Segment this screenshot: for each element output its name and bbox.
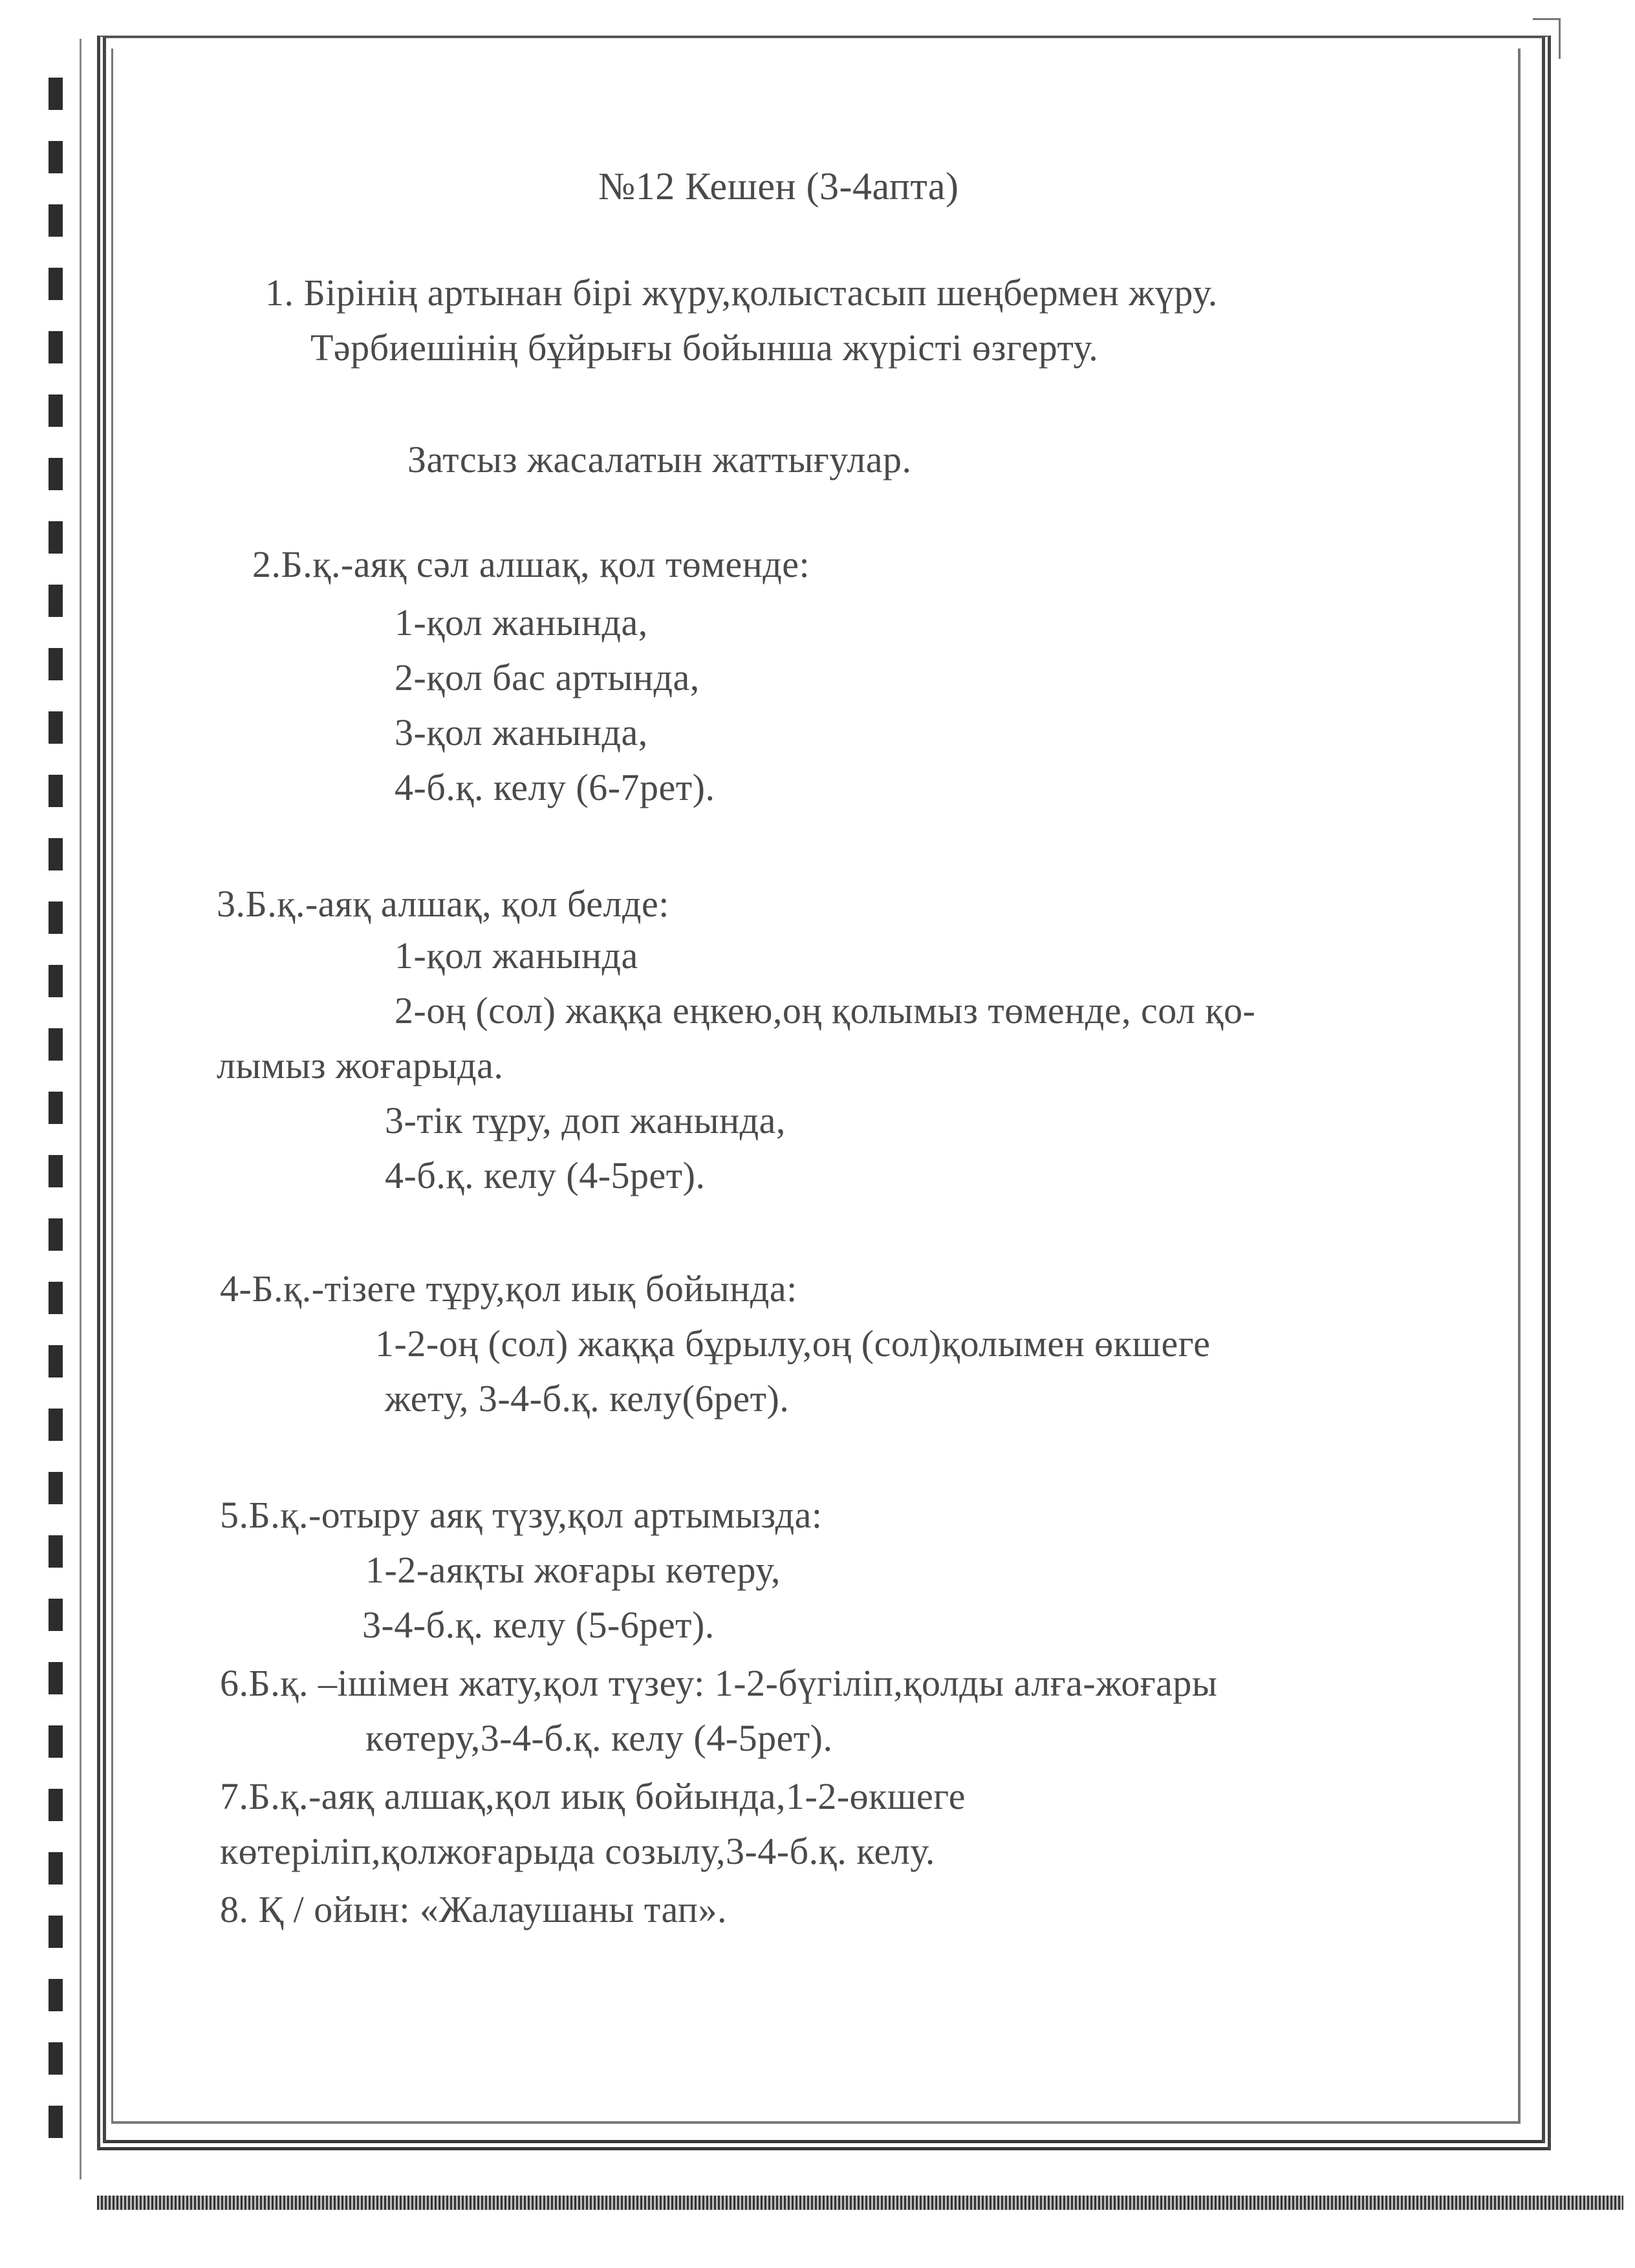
item-1-line-1: 1. Бірінің артынан бірі жүру,қолыстасып шеңбермен жүру.: [265, 272, 1218, 314]
item-5-step-1: 1-2-аяқты жоғары көтеру,: [365, 1549, 781, 1591]
item-6-cont: көтеру,3-4-б.қ. келу (4-5рет).: [365, 1717, 833, 1759]
left-binding-marks: [49, 78, 63, 2147]
item-2-step-1: 1-қол жанында,: [395, 601, 648, 643]
item-4-step-1: 1-2-оң (сол) жаққа бұрылу,оң (сол)қолымен өкшеге: [375, 1323, 1211, 1365]
item-3-step-1: 1-қол жанында: [395, 934, 638, 977]
item-4-step-1-cont: жету, 3-4-б.қ. келу(6рет).: [385, 1377, 790, 1420]
page-title: №12 Кешен (3-4апта): [598, 165, 959, 208]
item-3-step-2-cont: лымыз жоғарыда.: [217, 1044, 504, 1086]
left-margin-line: [80, 39, 81, 2179]
item-2-step-2: 2-қол бас артында,: [395, 656, 700, 698]
item-4-heading: 4-Б.қ.-тізеге тұру,қол иық бойында:: [220, 1268, 797, 1310]
item-2-step-4: 4-б.қ. келу (6-7рет).: [395, 766, 715, 808]
section-subtitle: Затсыз жасалатын жаттығулар.: [407, 438, 912, 481]
item-6-heading: 6.Б.қ. –ішімен жату,қол түзеу: 1-2-бүгіліп,қолды алға-жоғары: [220, 1662, 1218, 1704]
item-5-step-2: 3-4-б.қ. келу (5-6рет).: [362, 1604, 715, 1646]
item-7-cont: көтеріліп,қолжоғарыда созылу,3-4-б.қ. келу.: [220, 1830, 935, 1872]
item-1-line-2: Тәрбиешінің бұйрығы бойынша жүрісті өзгерту.: [310, 327, 1099, 369]
item-2-heading: 2.Б.қ.-аяқ сәл алшақ, қол төменде:: [252, 543, 810, 585]
bottom-border-strip: [97, 2196, 1623, 2210]
item-3-step-3: 3-тік тұру, доп жанында,: [385, 1099, 786, 1141]
item-2-step-3: 3-қол жанында,: [395, 711, 648, 753]
item-7-heading: 7.Б.қ.-аяқ алшақ,қол иық бойында,1-2-өкшеге: [220, 1775, 966, 1817]
corner-ornament: [1533, 18, 1561, 59]
item-3-heading: 3.Б.қ.-аяқ алшақ, қол белде:: [217, 883, 669, 925]
item-5-heading: 5.Б.қ.-отыру аяқ түзу,қол артымызда:: [220, 1494, 823, 1536]
item-8-game: 8. Қ / ойын: «Жалаушаны тап».: [220, 1888, 727, 1930]
item-3-step-4: 4-б.қ. келу (4-5рет).: [385, 1154, 706, 1196]
item-3-step-2: 2-оң (сол) жаққа еңкею,оң қолымыз төменде, сол қо-: [395, 989, 1256, 1031]
